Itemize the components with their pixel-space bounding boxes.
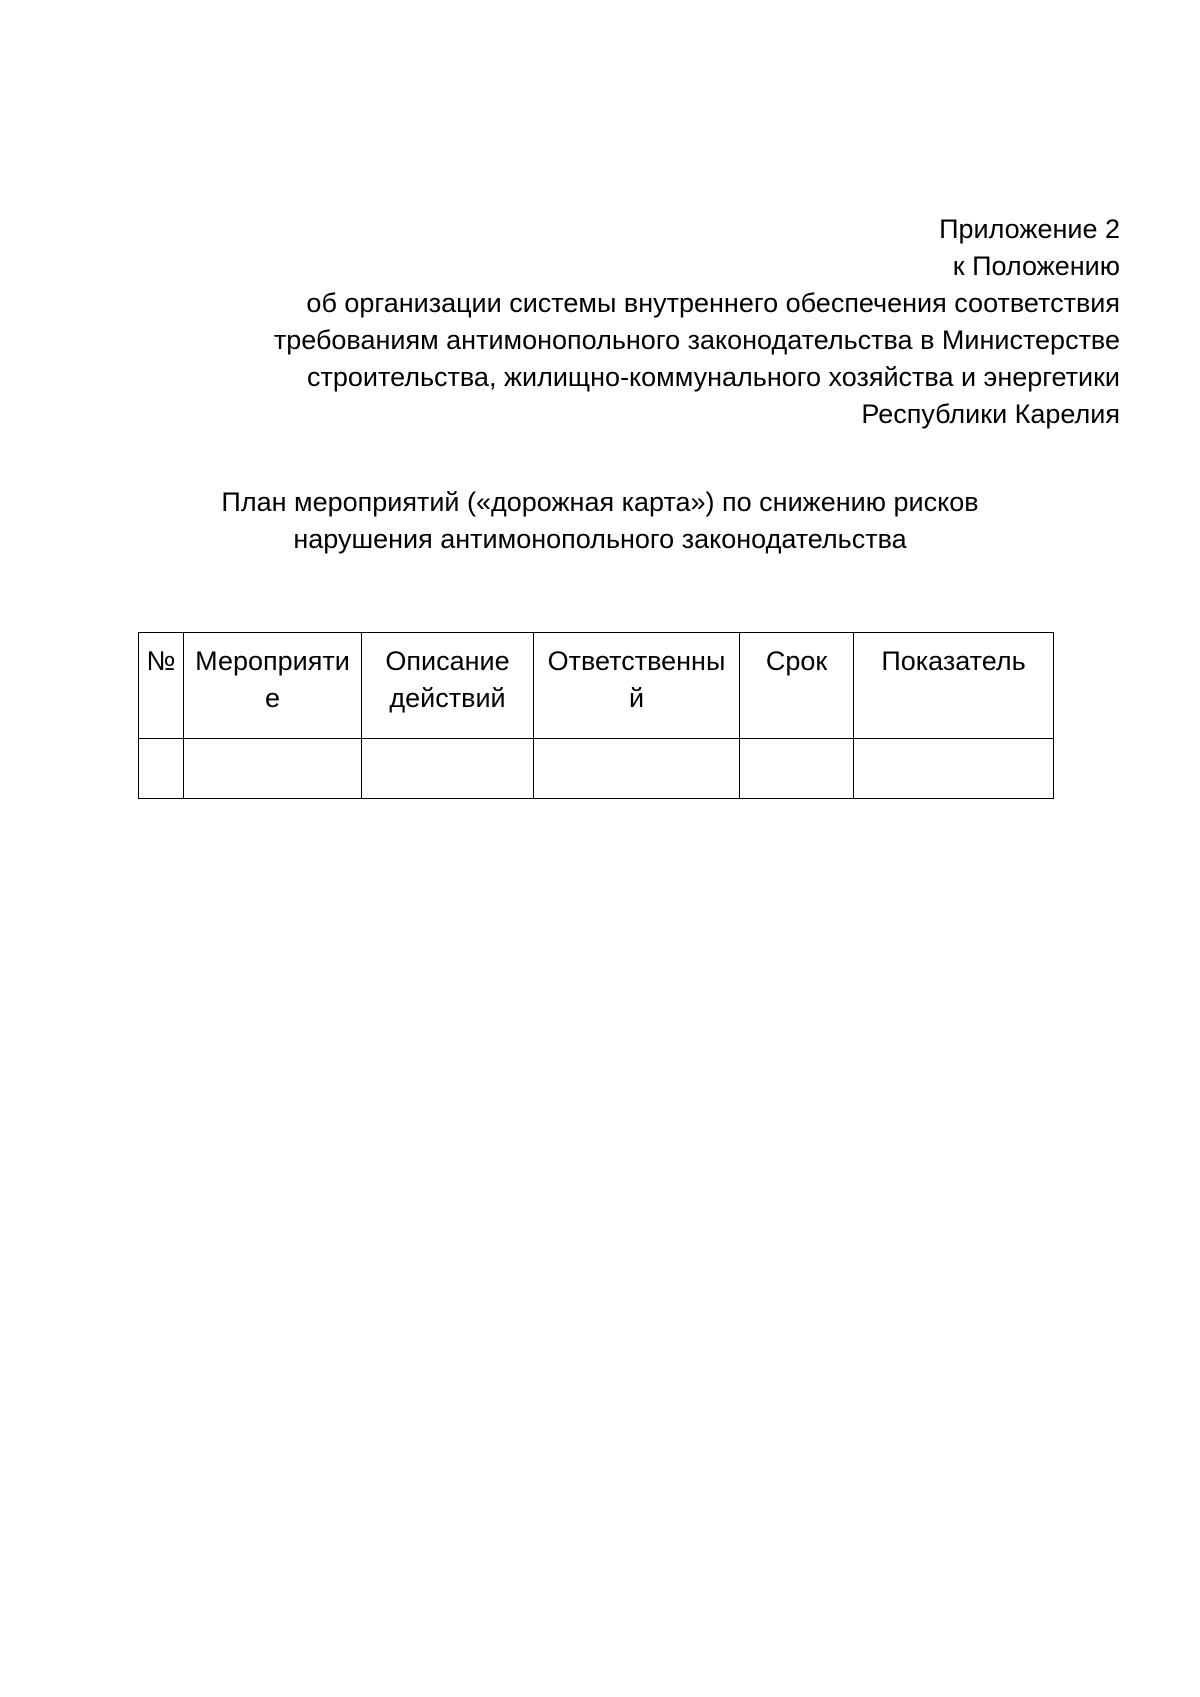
header-text: действий xyxy=(389,683,506,713)
roadmap-table xyxy=(138,632,1054,799)
appendix-line: строительства, жилищно-коммунального хозяйства и энергетики xyxy=(307,362,1120,392)
document-title xyxy=(150,484,1050,558)
header-description xyxy=(362,633,534,739)
header-text: Ответственны xyxy=(547,646,726,676)
header-number xyxy=(139,633,184,739)
title-line: План мероприятий («дорожная карта») по снижению рисков xyxy=(221,487,979,517)
appendix-line: требованиям антимонопольного законодательства в Министерстве xyxy=(273,325,1120,355)
header-responsible xyxy=(534,633,740,739)
header-text: Описание xyxy=(385,646,510,676)
appendix-line: к Положению xyxy=(952,251,1120,281)
header-text: Показатель xyxy=(881,646,1026,676)
appendix-line: Приложение 2 xyxy=(939,214,1120,244)
table-header-row xyxy=(139,633,1054,739)
appendix-header xyxy=(160,211,1120,433)
table-cell xyxy=(184,739,362,799)
table-cell xyxy=(139,739,184,799)
header-text: й xyxy=(628,683,645,713)
appendix-line: об организации системы внутреннего обеспечения соответствия xyxy=(306,288,1120,318)
header-term xyxy=(740,633,854,739)
header-text: Срок xyxy=(765,646,828,676)
table-row xyxy=(139,739,1054,799)
header-indicator xyxy=(854,633,1054,739)
appendix-line: Республики Карелия xyxy=(861,399,1120,429)
table-cell xyxy=(740,739,854,799)
title-line: нарушения антимонопольного законодательства xyxy=(293,524,907,554)
table-cell xyxy=(534,739,740,799)
table-cell xyxy=(362,739,534,799)
header-text: № xyxy=(146,646,176,676)
table-cell xyxy=(854,739,1054,799)
header-text: Мероприяти xyxy=(195,646,350,676)
header-event xyxy=(184,633,362,739)
header-text: е xyxy=(264,683,281,713)
